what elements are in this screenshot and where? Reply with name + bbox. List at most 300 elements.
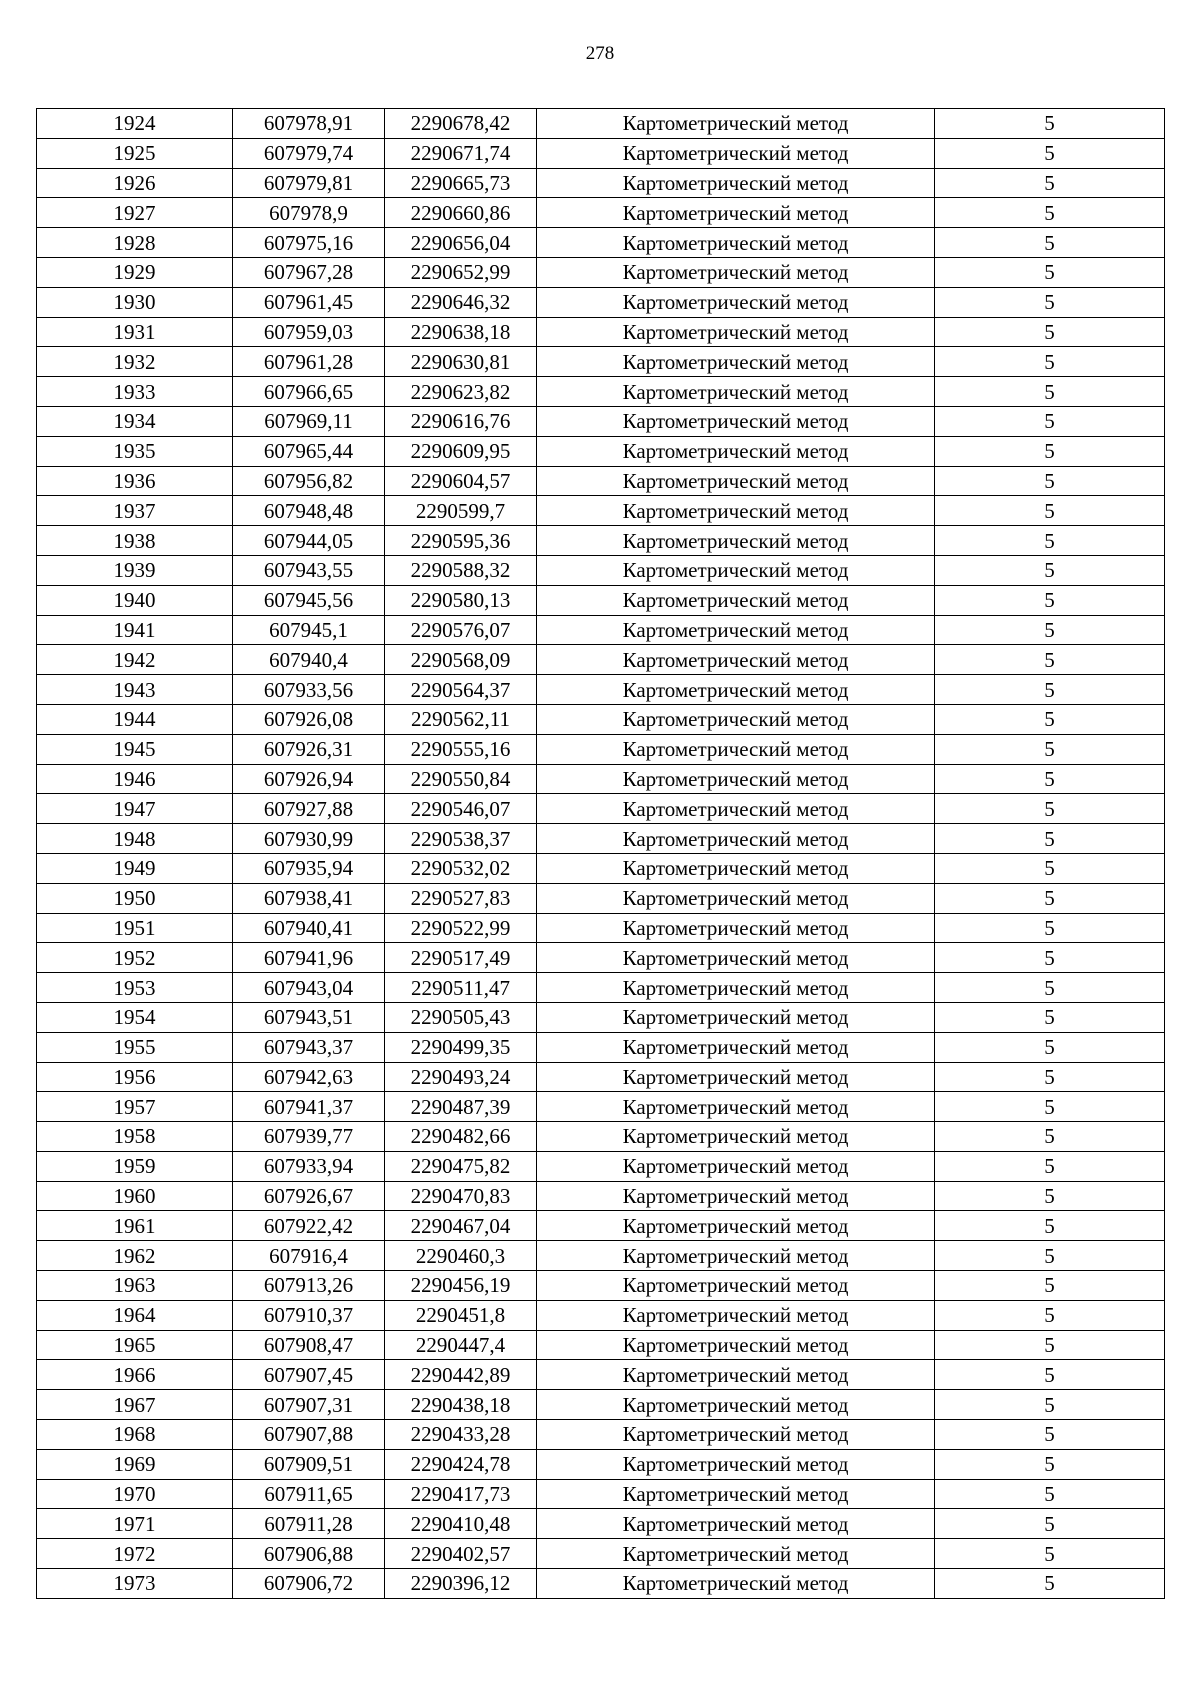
table-row (37, 1211, 1165, 1241)
accuracy-cell: 5 (935, 1390, 1165, 1420)
method-cell: Картометрический метод (537, 1420, 935, 1450)
point-number-cell: 1972 (37, 1539, 233, 1569)
method-cell: Картометрический метод (537, 973, 935, 1003)
point-number-cell: 1967 (37, 1390, 233, 1420)
x-coordinate-cell: 607959,03 (233, 317, 385, 347)
x-coordinate-cell: 607922,42 (233, 1211, 385, 1241)
accuracy-cell: 5 (935, 734, 1165, 764)
table-row (37, 645, 1165, 675)
point-number-cell: 1960 (37, 1181, 233, 1211)
y-coordinate-cell: 2290665,73 (385, 168, 537, 198)
accuracy-cell: 5 (935, 645, 1165, 675)
point-number-cell: 1950 (37, 883, 233, 913)
point-number-cell: 1961 (37, 1211, 233, 1241)
point-number-cell: 1942 (37, 645, 233, 675)
point-number-cell: 1943 (37, 675, 233, 705)
method-cell: Картометрический метод (537, 1569, 935, 1599)
accuracy-cell: 5 (935, 1271, 1165, 1301)
point-number-cell: 1944 (37, 704, 233, 734)
point-number-cell: 1969 (37, 1449, 233, 1479)
table-row (37, 1449, 1165, 1479)
point-number-cell: 1932 (37, 347, 233, 377)
accuracy-cell: 5 (935, 853, 1165, 883)
point-number-cell: 1949 (37, 853, 233, 883)
y-coordinate-cell: 2290532,02 (385, 853, 537, 883)
coordinates-table (36, 108, 1165, 1599)
x-coordinate-cell: 607942,63 (233, 1062, 385, 1092)
accuracy-cell: 5 (935, 1569, 1165, 1599)
x-coordinate-cell: 607945,56 (233, 585, 385, 615)
point-number-cell: 1933 (37, 377, 233, 407)
x-coordinate-cell: 607969,11 (233, 406, 385, 436)
accuracy-cell: 5 (935, 555, 1165, 585)
y-coordinate-cell: 2290580,13 (385, 585, 537, 615)
accuracy-cell: 5 (935, 1002, 1165, 1032)
method-cell: Картометрический метод (537, 555, 935, 585)
point-number-cell: 1927 (37, 198, 233, 228)
method-cell: Картометрический метод (537, 436, 935, 466)
x-coordinate-cell: 607945,1 (233, 615, 385, 645)
x-coordinate-cell: 607956,82 (233, 466, 385, 496)
x-coordinate-cell: 607940,41 (233, 913, 385, 943)
method-cell: Картометрический метод (537, 853, 935, 883)
x-coordinate-cell: 607926,94 (233, 764, 385, 794)
table-row (37, 1032, 1165, 1062)
x-coordinate-cell: 607908,47 (233, 1330, 385, 1360)
x-coordinate-cell: 607975,16 (233, 228, 385, 258)
method-cell: Картометрический метод (537, 1211, 935, 1241)
x-coordinate-cell: 607916,4 (233, 1241, 385, 1271)
x-coordinate-cell: 607943,04 (233, 973, 385, 1003)
accuracy-cell: 5 (935, 824, 1165, 854)
table-row (37, 1092, 1165, 1122)
table-row (37, 1062, 1165, 1092)
method-cell: Картометрический метод (537, 913, 935, 943)
method-cell: Картометрический метод (537, 287, 935, 317)
table-row (37, 883, 1165, 913)
y-coordinate-cell: 2290460,3 (385, 1241, 537, 1271)
method-cell: Картометрический метод (537, 168, 935, 198)
x-coordinate-cell: 607913,26 (233, 1271, 385, 1301)
accuracy-cell: 5 (935, 913, 1165, 943)
y-coordinate-cell: 2290487,39 (385, 1092, 537, 1122)
point-number-cell: 1926 (37, 168, 233, 198)
table-row (37, 317, 1165, 347)
point-number-cell: 1929 (37, 257, 233, 287)
y-coordinate-cell: 2290482,66 (385, 1122, 537, 1152)
accuracy-cell: 5 (935, 198, 1165, 228)
y-coordinate-cell: 2290505,43 (385, 1002, 537, 1032)
point-number-cell: 1925 (37, 138, 233, 168)
table-row (37, 109, 1165, 139)
point-number-cell: 1924 (37, 109, 233, 139)
table-row (37, 973, 1165, 1003)
table-row (37, 675, 1165, 705)
method-cell: Картометрический метод (537, 228, 935, 258)
y-coordinate-cell: 2290564,37 (385, 675, 537, 705)
accuracy-cell: 5 (935, 377, 1165, 407)
x-coordinate-cell: 607933,56 (233, 675, 385, 705)
x-coordinate-cell: 607926,08 (233, 704, 385, 734)
accuracy-cell: 5 (935, 943, 1165, 973)
method-cell: Картометрический метод (537, 764, 935, 794)
point-number-cell: 1937 (37, 496, 233, 526)
method-cell: Картометрический метод (537, 1390, 935, 1420)
point-number-cell: 1964 (37, 1300, 233, 1330)
accuracy-cell: 5 (935, 675, 1165, 705)
point-number-cell: 1935 (37, 436, 233, 466)
method-cell: Картометрический метод (537, 109, 935, 139)
point-number-cell: 1954 (37, 1002, 233, 1032)
table-row (37, 406, 1165, 436)
table-row (37, 1122, 1165, 1152)
x-coordinate-cell: 607938,41 (233, 883, 385, 913)
accuracy-cell: 5 (935, 1420, 1165, 1450)
method-cell: Картометрический метод (537, 794, 935, 824)
x-coordinate-cell: 607939,77 (233, 1122, 385, 1152)
point-number-cell: 1952 (37, 943, 233, 973)
method-cell: Картометрический метод (537, 824, 935, 854)
x-coordinate-cell: 607926,67 (233, 1181, 385, 1211)
accuracy-cell: 5 (935, 794, 1165, 824)
table-row (37, 496, 1165, 526)
x-coordinate-cell: 607907,88 (233, 1420, 385, 1450)
method-cell: Картометрический метод (537, 615, 935, 645)
accuracy-cell: 5 (935, 1211, 1165, 1241)
method-cell: Картометрический метод (537, 1151, 935, 1181)
accuracy-cell: 5 (935, 347, 1165, 377)
point-number-cell: 1953 (37, 973, 233, 1003)
x-coordinate-cell: 607979,81 (233, 168, 385, 198)
y-coordinate-cell: 2290456,19 (385, 1271, 537, 1301)
table-row (37, 257, 1165, 287)
table-row (37, 287, 1165, 317)
table-row (37, 555, 1165, 585)
table-row (37, 138, 1165, 168)
accuracy-cell: 5 (935, 1300, 1165, 1330)
accuracy-cell: 5 (935, 1122, 1165, 1152)
y-coordinate-cell: 2290522,99 (385, 913, 537, 943)
point-number-cell: 1945 (37, 734, 233, 764)
table-row (37, 1360, 1165, 1390)
method-cell: Картометрический метод (537, 1181, 935, 1211)
method-cell: Картометрический метод (537, 377, 935, 407)
y-coordinate-cell: 2290424,78 (385, 1449, 537, 1479)
x-coordinate-cell: 607906,88 (233, 1539, 385, 1569)
method-cell: Картометрический метод (537, 1539, 935, 1569)
x-coordinate-cell: 607907,31 (233, 1390, 385, 1420)
y-coordinate-cell: 2290470,83 (385, 1181, 537, 1211)
x-coordinate-cell: 607933,94 (233, 1151, 385, 1181)
accuracy-cell: 5 (935, 1241, 1165, 1271)
accuracy-cell: 5 (935, 109, 1165, 139)
method-cell: Картометрический метод (537, 734, 935, 764)
accuracy-cell: 5 (935, 1360, 1165, 1390)
x-coordinate-cell: 607967,28 (233, 257, 385, 287)
y-coordinate-cell: 2290467,04 (385, 1211, 537, 1241)
y-coordinate-cell: 2290546,07 (385, 794, 537, 824)
table-row (37, 734, 1165, 764)
y-coordinate-cell: 2290595,36 (385, 526, 537, 556)
table-row (37, 764, 1165, 794)
table-row (37, 1479, 1165, 1509)
table-row (37, 615, 1165, 645)
point-number-cell: 1958 (37, 1122, 233, 1152)
accuracy-cell: 5 (935, 1449, 1165, 1479)
table-row (37, 377, 1165, 407)
accuracy-cell: 5 (935, 615, 1165, 645)
table-row (37, 228, 1165, 258)
accuracy-cell: 5 (935, 287, 1165, 317)
x-coordinate-cell: 607911,65 (233, 1479, 385, 1509)
y-coordinate-cell: 2290527,83 (385, 883, 537, 913)
accuracy-cell: 5 (935, 1181, 1165, 1211)
table-row (37, 1151, 1165, 1181)
point-number-cell: 1951 (37, 913, 233, 943)
point-number-cell: 1955 (37, 1032, 233, 1062)
x-coordinate-cell: 607961,28 (233, 347, 385, 377)
x-coordinate-cell: 607943,37 (233, 1032, 385, 1062)
x-coordinate-cell: 607943,51 (233, 1002, 385, 1032)
method-cell: Картометрический метод (537, 1360, 935, 1390)
point-number-cell: 1965 (37, 1330, 233, 1360)
y-coordinate-cell: 2290493,24 (385, 1062, 537, 1092)
accuracy-cell: 5 (935, 883, 1165, 913)
accuracy-cell: 5 (935, 526, 1165, 556)
method-cell: Картометрический метод (537, 1062, 935, 1092)
x-coordinate-cell: 607979,74 (233, 138, 385, 168)
point-number-cell: 1930 (37, 287, 233, 317)
x-coordinate-cell: 607941,37 (233, 1092, 385, 1122)
table-row (37, 824, 1165, 854)
accuracy-cell: 5 (935, 257, 1165, 287)
point-number-cell: 1940 (37, 585, 233, 615)
x-coordinate-cell: 607927,88 (233, 794, 385, 824)
table-row (37, 853, 1165, 883)
point-number-cell: 1963 (37, 1271, 233, 1301)
y-coordinate-cell: 2290562,11 (385, 704, 537, 734)
accuracy-cell: 5 (935, 973, 1165, 1003)
accuracy-cell: 5 (935, 1539, 1165, 1569)
accuracy-cell: 5 (935, 406, 1165, 436)
x-coordinate-cell: 607943,55 (233, 555, 385, 585)
y-coordinate-cell: 2290646,32 (385, 287, 537, 317)
x-coordinate-cell: 607930,99 (233, 824, 385, 854)
method-cell: Картометрический метод (537, 1479, 935, 1509)
x-coordinate-cell: 607907,45 (233, 1360, 385, 1390)
x-coordinate-cell: 607978,91 (233, 109, 385, 139)
table-row (37, 1330, 1165, 1360)
y-coordinate-cell: 2290442,89 (385, 1360, 537, 1390)
table-row (37, 1300, 1165, 1330)
y-coordinate-cell: 2290623,82 (385, 377, 537, 407)
x-coordinate-cell: 607940,4 (233, 645, 385, 675)
y-coordinate-cell: 2290638,18 (385, 317, 537, 347)
y-coordinate-cell: 2290517,49 (385, 943, 537, 973)
point-number-cell: 1968 (37, 1420, 233, 1450)
table-row (37, 1241, 1165, 1271)
accuracy-cell: 5 (935, 1479, 1165, 1509)
method-cell: Картометрический метод (537, 406, 935, 436)
y-coordinate-cell: 2290447,4 (385, 1330, 537, 1360)
accuracy-cell: 5 (935, 138, 1165, 168)
method-cell: Картометрический метод (537, 496, 935, 526)
y-coordinate-cell: 2290538,37 (385, 824, 537, 854)
method-cell: Картометрический метод (537, 466, 935, 496)
point-number-cell: 1973 (37, 1569, 233, 1599)
point-number-cell: 1966 (37, 1360, 233, 1390)
y-coordinate-cell: 2290433,28 (385, 1420, 537, 1450)
accuracy-cell: 5 (935, 466, 1165, 496)
method-cell: Картометрический метод (537, 138, 935, 168)
x-coordinate-cell: 607911,28 (233, 1509, 385, 1539)
point-number-cell: 1946 (37, 764, 233, 794)
table-row (37, 1539, 1165, 1569)
table-row (37, 704, 1165, 734)
method-cell: Картометрический метод (537, 1330, 935, 1360)
y-coordinate-cell: 2290550,84 (385, 764, 537, 794)
method-cell: Картометрический метод (537, 943, 935, 973)
method-cell: Картометрический метод (537, 675, 935, 705)
x-coordinate-cell: 607906,72 (233, 1569, 385, 1599)
point-number-cell: 1959 (37, 1151, 233, 1181)
accuracy-cell: 5 (935, 168, 1165, 198)
accuracy-cell: 5 (935, 1151, 1165, 1181)
point-number-cell: 1948 (37, 824, 233, 854)
method-cell: Картометрический метод (537, 317, 935, 347)
table-row (37, 1271, 1165, 1301)
accuracy-cell: 5 (935, 1092, 1165, 1122)
point-number-cell: 1941 (37, 615, 233, 645)
y-coordinate-cell: 2290671,74 (385, 138, 537, 168)
y-coordinate-cell: 2290616,76 (385, 406, 537, 436)
y-coordinate-cell: 2290410,48 (385, 1509, 537, 1539)
method-cell: Картометрический метод (537, 347, 935, 377)
y-coordinate-cell: 2290402,57 (385, 1539, 537, 1569)
accuracy-cell: 5 (935, 496, 1165, 526)
x-coordinate-cell: 607926,31 (233, 734, 385, 764)
table-row (37, 913, 1165, 943)
point-number-cell: 1957 (37, 1092, 233, 1122)
method-cell: Картометрический метод (537, 1300, 935, 1330)
y-coordinate-cell: 2290656,04 (385, 228, 537, 258)
y-coordinate-cell: 2290568,09 (385, 645, 537, 675)
accuracy-cell: 5 (935, 585, 1165, 615)
y-coordinate-cell: 2290599,7 (385, 496, 537, 526)
y-coordinate-cell: 2290576,07 (385, 615, 537, 645)
table-row (37, 1420, 1165, 1450)
method-cell: Картометрический метод (537, 198, 935, 228)
table-row (37, 794, 1165, 824)
table-row (37, 198, 1165, 228)
table-row (37, 585, 1165, 615)
point-number-cell: 1971 (37, 1509, 233, 1539)
accuracy-cell: 5 (935, 317, 1165, 347)
point-number-cell: 1970 (37, 1479, 233, 1509)
method-cell: Картометрический метод (537, 1122, 935, 1152)
table-row (37, 1509, 1165, 1539)
x-coordinate-cell: 607909,51 (233, 1449, 385, 1479)
y-coordinate-cell: 2290604,57 (385, 466, 537, 496)
y-coordinate-cell: 2290588,32 (385, 555, 537, 585)
x-coordinate-cell: 607944,05 (233, 526, 385, 556)
table-row (37, 347, 1165, 377)
method-cell: Картометрический метод (537, 1271, 935, 1301)
table-row (37, 168, 1165, 198)
y-coordinate-cell: 2290451,8 (385, 1300, 537, 1330)
accuracy-cell: 5 (935, 764, 1165, 794)
accuracy-cell: 5 (935, 1509, 1165, 1539)
table-row (37, 1002, 1165, 1032)
method-cell: Картометрический метод (537, 257, 935, 287)
method-cell: Картометрический метод (537, 1449, 935, 1479)
y-coordinate-cell: 2290475,82 (385, 1151, 537, 1181)
y-coordinate-cell: 2290630,81 (385, 347, 537, 377)
x-coordinate-cell: 607948,48 (233, 496, 385, 526)
x-coordinate-cell: 607961,45 (233, 287, 385, 317)
accuracy-cell: 5 (935, 228, 1165, 258)
method-cell: Картометрический метод (537, 526, 935, 556)
x-coordinate-cell: 607941,96 (233, 943, 385, 973)
accuracy-cell: 5 (935, 1330, 1165, 1360)
method-cell: Картометрический метод (537, 1032, 935, 1062)
y-coordinate-cell: 2290609,95 (385, 436, 537, 466)
table-row (37, 1569, 1165, 1599)
y-coordinate-cell: 2290499,35 (385, 1032, 537, 1062)
table-row (37, 943, 1165, 973)
x-coordinate-cell: 607965,44 (233, 436, 385, 466)
point-number-cell: 1938 (37, 526, 233, 556)
accuracy-cell: 5 (935, 1032, 1165, 1062)
table-row (37, 436, 1165, 466)
method-cell: Картометрический метод (537, 1241, 935, 1271)
table-row (37, 466, 1165, 496)
accuracy-cell: 5 (935, 436, 1165, 466)
coordinates-table-body (37, 109, 1165, 1599)
method-cell: Картометрический метод (537, 883, 935, 913)
point-number-cell: 1956 (37, 1062, 233, 1092)
method-cell: Картометрический метод (537, 704, 935, 734)
accuracy-cell: 5 (935, 704, 1165, 734)
point-number-cell: 1931 (37, 317, 233, 347)
method-cell: Картометрический метод (537, 1002, 935, 1032)
y-coordinate-cell: 2290555,16 (385, 734, 537, 764)
point-number-cell: 1936 (37, 466, 233, 496)
x-coordinate-cell: 607978,9 (233, 198, 385, 228)
y-coordinate-cell: 2290417,73 (385, 1479, 537, 1509)
y-coordinate-cell: 2290660,86 (385, 198, 537, 228)
method-cell: Картометрический метод (537, 1092, 935, 1122)
y-coordinate-cell: 2290396,12 (385, 1569, 537, 1599)
method-cell: Картометрический метод (537, 1509, 935, 1539)
table-row (37, 1181, 1165, 1211)
y-coordinate-cell: 2290511,47 (385, 973, 537, 1003)
x-coordinate-cell: 607935,94 (233, 853, 385, 883)
point-number-cell: 1928 (37, 228, 233, 258)
x-coordinate-cell: 607910,37 (233, 1300, 385, 1330)
y-coordinate-cell: 2290652,99 (385, 257, 537, 287)
point-number-cell: 1934 (37, 406, 233, 436)
point-number-cell: 1947 (37, 794, 233, 824)
y-coordinate-cell: 2290438,18 (385, 1390, 537, 1420)
point-number-cell: 1962 (37, 1241, 233, 1271)
table-row (37, 526, 1165, 556)
page-number: 278 (585, 43, 615, 64)
point-number-cell: 1939 (37, 555, 233, 585)
method-cell: Картометрический метод (537, 585, 935, 615)
table-row (37, 1390, 1165, 1420)
y-coordinate-cell: 2290678,42 (385, 109, 537, 139)
